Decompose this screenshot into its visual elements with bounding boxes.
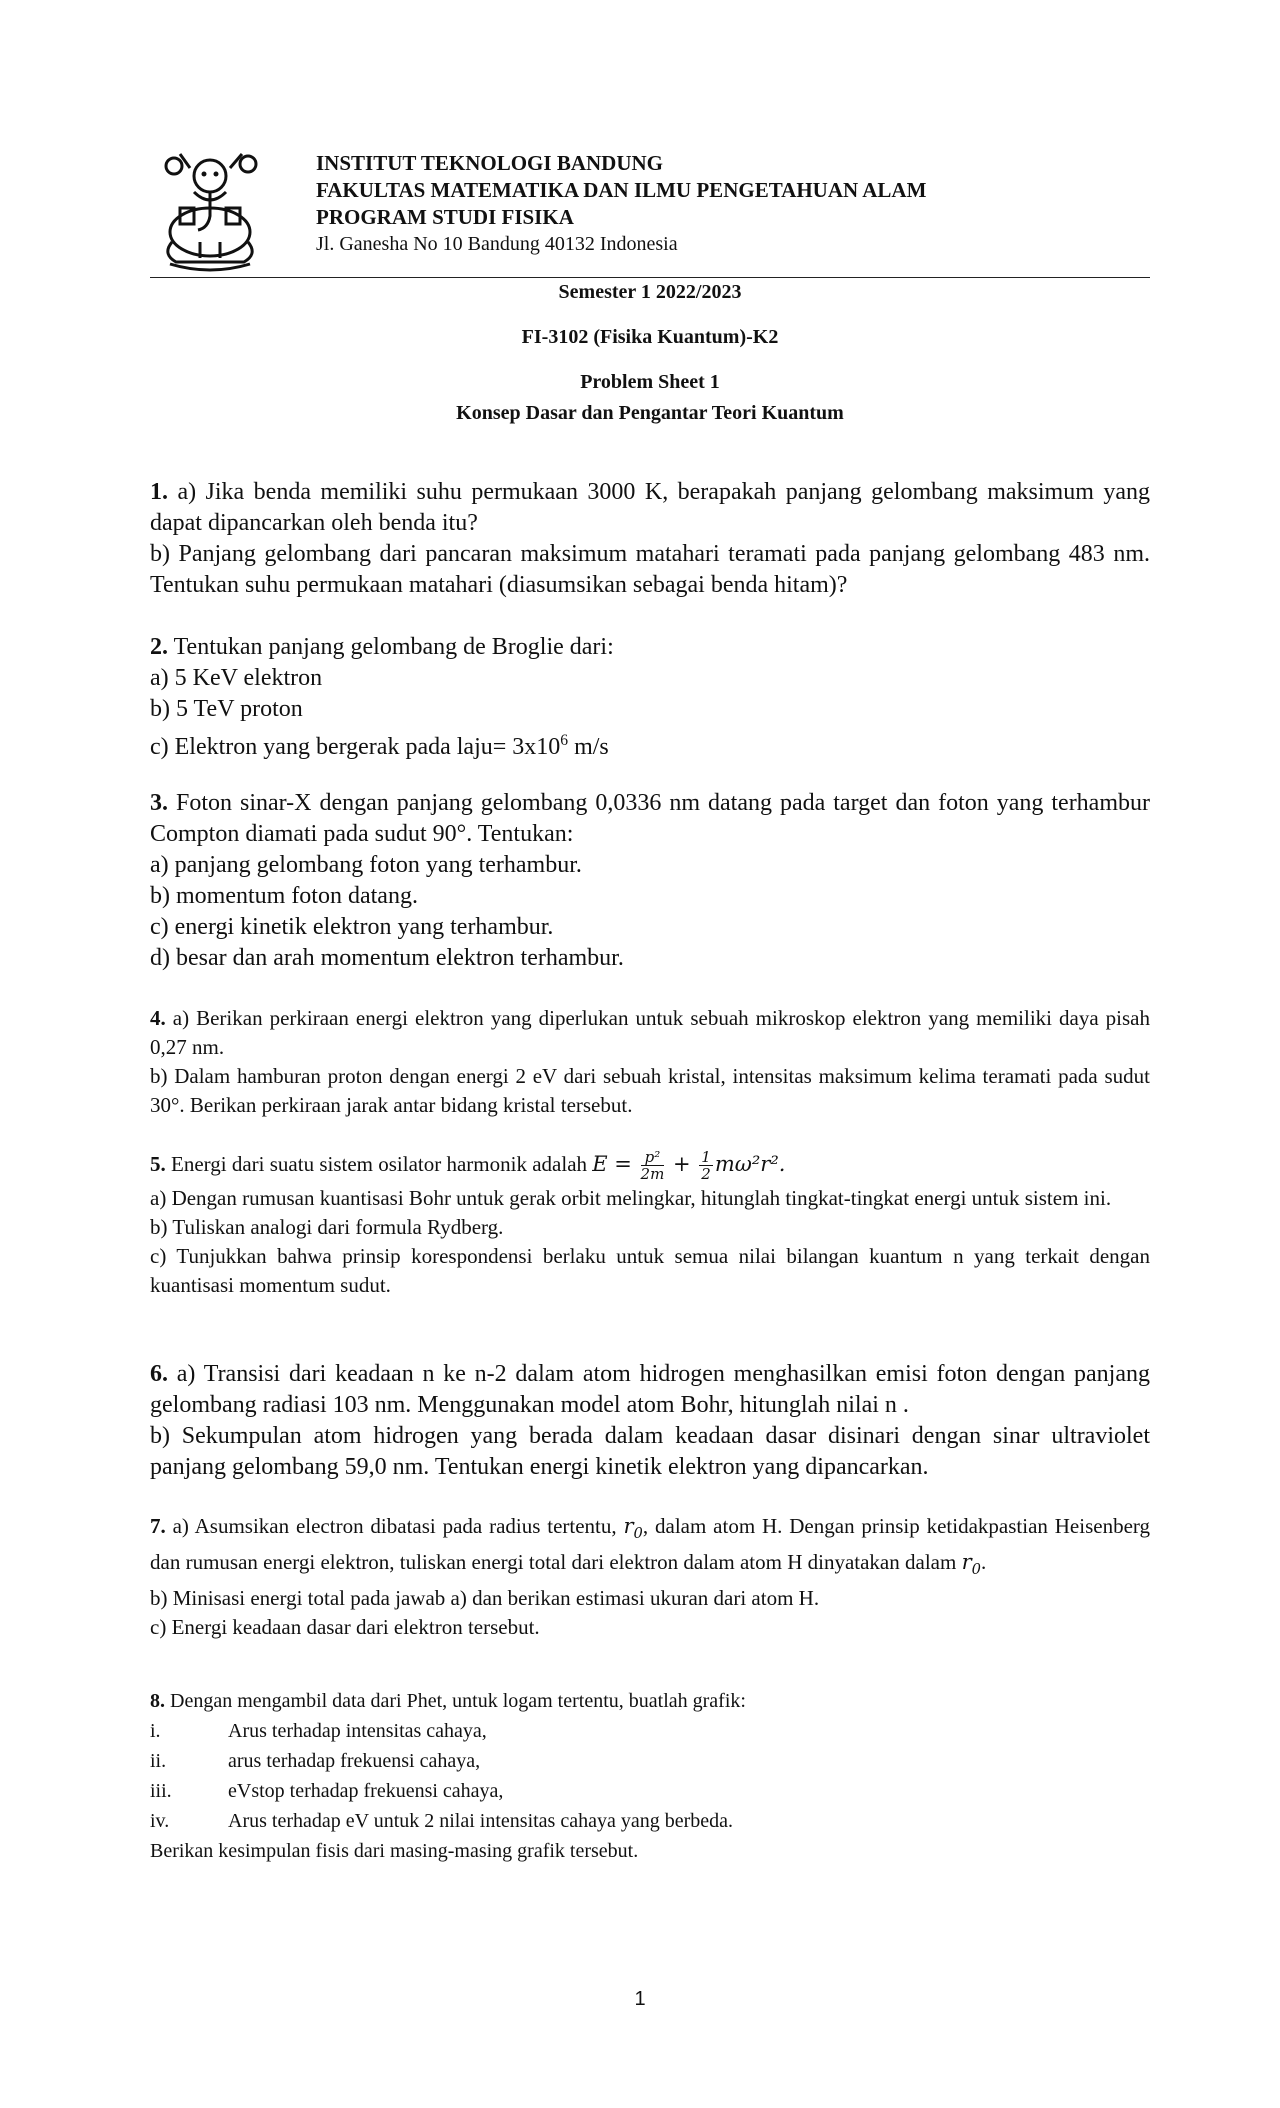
question-8 <box>150 1686 1150 1866</box>
question-number: 8. <box>150 1690 165 1712</box>
question-5c: c) Tunjukkan bahwa prinsip korespondensi berlaku untuk semua nilai bilangan kuantum n yang terkait dengan kuantisasi momentum sudut. <box>150 1244 1150 1297</box>
question-2b: b) 5 TeV proton <box>150 696 303 722</box>
question-number: 5. <box>150 1152 166 1176</box>
question-5b: b) Tuliskan analogi dari formula Rydberg. <box>150 1215 504 1239</box>
question-number: 6. <box>150 1361 168 1387</box>
question-number: 7. <box>150 1514 166 1538</box>
itb-ganesha-logo-icon <box>150 146 270 276</box>
question-5a: a) Dengan rumusan kuantisasi Bohr untuk gerak orbit melingkar, hitunglah tingkat-tingkat energi untuk sistem ini. <box>150 1186 1112 1210</box>
sheet-subtitle: Konsep Dasar dan Pengantar Teori Kuantum <box>456 402 844 424</box>
program-name: PROGRAM STUDI FISIKA <box>316 205 574 229</box>
faculty-name: FAKULTAS MATEMATIKA DAN ILMU PENGETAHUAN ALAM <box>316 178 927 202</box>
question-7: 7. a) Asumsikan electron dibatasi pada radius tertentu, $r_0$, dalam atom H. Dengan prinsip ketidakpastian Heisenberg dan rumusan energi elektron, tuliskan energi total dari elektron dalam atom H dinyatakan dalam $r_0$. b) Minisasi energi total pada jawab a) dan berikan estimasi ukuran dari atom H. c) Energi keadaan dasar dari elektron tersebut. <box>150 1512 1150 1642</box>
semester-label: Semester 1 2022/2023 <box>558 281 742 303</box>
question-number: 3. <box>150 790 168 816</box>
question-5 <box>150 1144 1150 1300</box>
question-8-conclusion: Berikan kesimpulan fisis dari masing-masing grafik tersebut. <box>150 1840 639 1862</box>
question-2-intro: Tentukan panjang gelombang de Broglie dari: <box>168 634 614 660</box>
question-2 <box>150 632 1150 763</box>
sheet-title: Problem Sheet 1 <box>580 371 720 393</box>
institution-block <box>316 150 926 258</box>
list-item: i. Arus terhadap intensitas cahaya, <box>150 1720 487 1742</box>
question-5-intro: Energi dari suatu sistem osilator harmonik adalah <box>165 1152 593 1176</box>
question-2a: a) 5 KeV elektron <box>150 665 323 691</box>
question-number: 1. <box>150 479 168 505</box>
question-3b: b) momentum foton datang. <box>150 883 418 909</box>
address: Jl. Ganesha No 10 Bandung 40132 Indonesia <box>316 233 678 255</box>
question-7c: c) Energi keadaan dasar dari elektron tersebut. <box>150 1615 540 1640</box>
question-3 <box>150 788 1150 974</box>
radius-symbol: $r_0$ <box>623 1514 643 1543</box>
letterhead <box>150 146 1150 280</box>
question-3d: d) besar dan arah momentum elektron terhambur. <box>150 945 624 971</box>
question-1a: a) Jika benda memiliki suhu permukaan 3000 K, berapakah panjang gelombang maksimum yang dapat dipancarkan oleh benda itu? <box>150 479 1150 536</box>
header-divider <box>150 277 1150 278</box>
question-2c: c) Elektron yang bergerak pada laju= $3x10^6$ m/s <box>150 732 609 760</box>
question-4a: a) Berikan perkiraan energi elektron yang diperlukan untuk sebuah mikroskop elektron yang memiliki daya pisah 0,27 nm. <box>150 1006 1150 1059</box>
question-8-intro: Dengan mengambil data dari Phet, untuk logam tertentu, buatlah grafik: <box>165 1690 746 1712</box>
radius-symbol: $r_0$ <box>961 1550 981 1579</box>
list-item: ii. arus terhadap frekuensi cahaya, <box>150 1750 481 1772</box>
question-3a: a) panjang gelombang foton yang terhambur. <box>150 852 582 878</box>
question-6a: a) Transisi dari keadaan n ke n-2 dalam atom hidrogen menghasilkan emisi foton dengan panjang gelombang radiasi 103 nm. Menggunakan model atom Bohr, hitunglah nilai n . <box>150 1361 1150 1418</box>
question-1b: b) Panjang gelombang dari pancaran maksimum matahari teramati pada panjang gelombang 483 nm. Tentukan suhu permukaan matahari (diasumsikan sebagai benda hitam)? <box>150 541 1150 598</box>
oscillator-energy-equation: E = $\frac{\text{p²}}{2m}$ + $\frac{1}{2}$ mω²r². <box>592 1148 786 1183</box>
list-item: iv. Arus terhadap eV untuk 2 nilai intensitas cahaya yang berbeda. <box>150 1810 734 1832</box>
question-1 <box>150 477 1150 601</box>
question-7b: b) Minisasi energi total pada jawab a) dan berikan estimasi ukuran dari atom H. <box>150 1586 820 1611</box>
question-number: 4. <box>150 1006 166 1030</box>
question-6 <box>150 1359 1150 1483</box>
question-6b: b) Sekumpulan atom hidrogen yang berada dalam keadaan dasar disinari dengan sinar ultraviolet panjang gelombang 59,0 nm. Tentukan energi kinetik elektron yang dipancarkan. <box>150 1423 1150 1480</box>
page-number: 1 <box>634 1988 646 2010</box>
question-3-intro: Foton sinar-X dengan panjang gelombang 0,0336 nm datang pada target dan foton yang terhambur Compton diamati pada sudut 90°. Tentukan: <box>150 790 1150 847</box>
question-3c: c) energi kinetik elektron yang terhambur. <box>150 914 554 940</box>
institution-name: INSTITUT TEKNOLOGI BANDUNG <box>316 151 663 175</box>
question-number: 2. <box>150 634 168 660</box>
question-4b: b) Dalam hamburan proton dengan energi 2 eV dari sebuah kristal, intensitas maksimum kelima teramati pada sudut 30°. Berikan perkiraan jarak antar bidang kristal tersebut. <box>150 1064 1150 1117</box>
course-code: FI-3102 (Fisika Kuantum)-K2 <box>521 326 779 348</box>
list-item: iii. eVstop terhadap frekuensi cahaya, <box>150 1780 504 1802</box>
question-4 <box>150 1004 1150 1120</box>
